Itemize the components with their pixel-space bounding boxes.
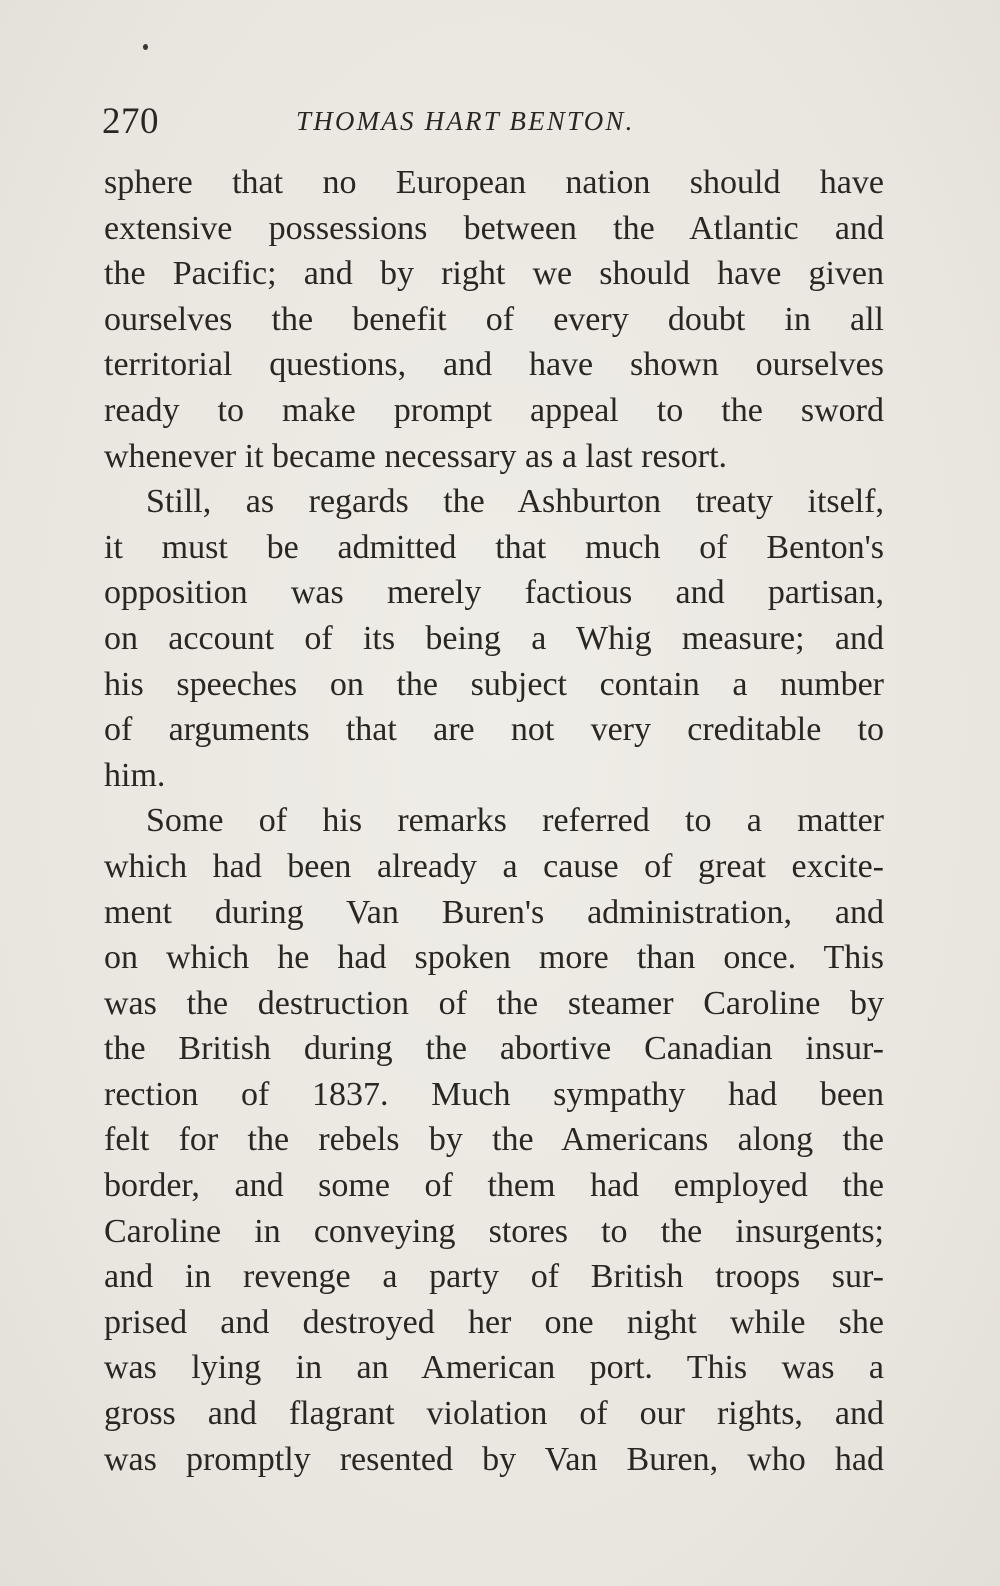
text-line: was promptly resented by Van Buren, who had (104, 1440, 884, 1478)
page-header (102, 100, 902, 150)
text-line: and in revenge a party of British troops sur- (104, 1258, 884, 1296)
text-line: the British during the abortive Canadian insur- (104, 1030, 884, 1068)
text-line: ready to make prompt appeal to the sword (104, 391, 884, 429)
text-line: ment during Van Buren's administration, and (104, 893, 884, 931)
text-line: on which he had spoken more than once. This (104, 939, 884, 977)
text-line: sphere that no European nation should have (104, 164, 884, 201)
ink-speck (143, 44, 148, 50)
text-line: opposition was merely factious and partisan, (104, 574, 884, 612)
text-line: it must be admitted that much of Benton's (104, 528, 884, 566)
text-line: whenever it became necessary as a last resort. (104, 437, 728, 475)
text-line: was lying in an American port. This was a (104, 1349, 884, 1387)
text-line: prised and destroyed her one night while she (104, 1303, 884, 1341)
text-line: Caroline in conveying stores to the insurgents; (104, 1212, 884, 1250)
text-line: Some of his remarks referred to a matter (146, 802, 884, 840)
text-line: ourselves the benefit of every doubt in all (104, 300, 884, 338)
running-head: THOMAS HART BENTON. (296, 106, 635, 136)
body-text (104, 160, 884, 1482)
text-line: territorial questions, and have shown ourselves (104, 346, 884, 384)
text-line: Still, as regards the Ashburton treaty itself, (146, 483, 884, 521)
text-line: the Pacific; and by right we should have given (104, 255, 884, 293)
paragraph (104, 798, 884, 1482)
text-line: felt for the rebels by the Americans along the (104, 1121, 884, 1159)
text-line: him. (104, 756, 166, 794)
text-line: on account of its being a Whig measure; and (104, 619, 884, 657)
text-line: gross and flagrant violation of our rights, and (104, 1395, 884, 1433)
text-line: extensive possessions between the Atlantic and (104, 209, 884, 247)
text-line: border, and some of them had employed the (104, 1167, 884, 1205)
paragraph (104, 160, 884, 479)
text-line: which had been already a cause of great excite- (104, 847, 884, 885)
text-line: his speeches on the subject contain a number (104, 665, 884, 703)
text-line: rection of 1837. Much sympathy had been (104, 1075, 884, 1113)
text-line: was the destruction of the steamer Caroline by (104, 984, 884, 1022)
page-number: 270 (102, 101, 159, 142)
text-line: of arguments that are not very creditable to (104, 711, 884, 749)
paragraph (104, 479, 884, 798)
